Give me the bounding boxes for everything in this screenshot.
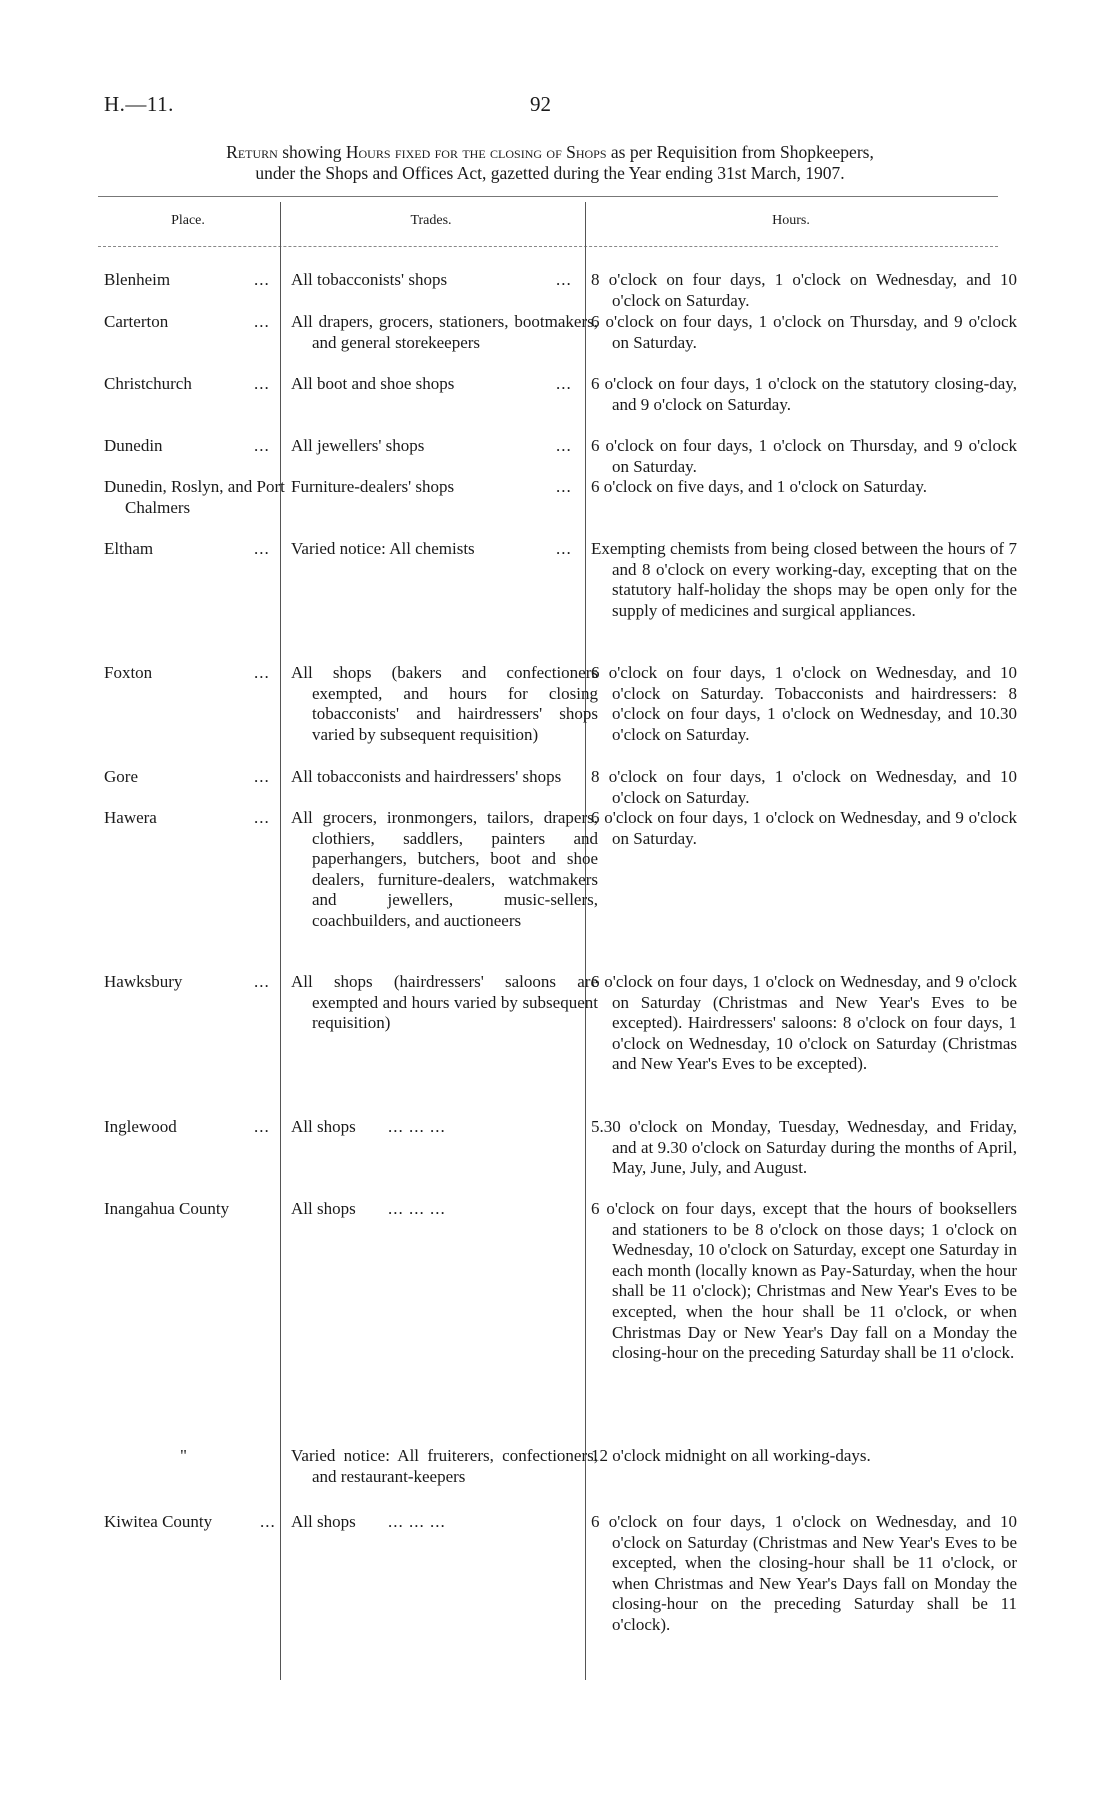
trades-cell: Varied notice: All chemists xyxy=(291,539,475,558)
trades-cell: All shops (bakers and confectioners exempted, and hours for closing tobacconists' and hairdressers' shops varied by subsequent requisition) xyxy=(291,663,598,744)
trades-cell: All tobacconists' shops xyxy=(291,270,448,289)
place-cell: Hawera xyxy=(104,808,157,827)
trades-cell: All tobacconists and hairdressers' shops xyxy=(291,767,562,786)
place-cell: Carterton xyxy=(104,312,169,331)
hours-cell: 6 o'clock on four days, 1 o'clock on Wednesday, and 10 o'clock on Saturday (Christmas and New Year's Eves to be excepted, when the closing-hour shall be 11 o'clock, or when Christmas and New Year's Days fall on Monday the closing-hour on the preceding Saturday shall be 11 o'clock). xyxy=(591,1512,1017,1634)
hours-cell: 6 o'clock on four days, 1 o'clock on Wednesday, and 9 o'clock on Saturday (Christmas and New Year's Eves to be excepted). Hairdressers' saloons: 8 o'clock on four days, 1 o'clock on Wednesday, 10 o'clock on Saturday (Christmas and New Year's Eves to be excepted). xyxy=(591,972,1017,1074)
column-header-trades: Trades. xyxy=(410,213,452,228)
column-divider-1 xyxy=(280,202,281,1680)
trades-cell: Varied notice: All fruiterers, confectioners, and restaurant-keepers xyxy=(291,1446,598,1486)
leader-dots: ... xyxy=(254,374,270,393)
trades-cell: All drapers, grocers, stationers, bootmakers, and general storekeepers xyxy=(291,312,598,352)
leader-dots: ... xyxy=(556,374,572,393)
leader-dots: ... xyxy=(254,808,270,827)
hours-cell: 8 o'clock on four days, 1 o'clock on Wednesday, and 10 o'clock on Saturday. xyxy=(591,767,1017,807)
leader-dots: ... xyxy=(254,270,270,289)
place-cell: Kiwitea County xyxy=(104,1512,213,1531)
page-number: 92 xyxy=(530,92,551,116)
place-cell: Inangahua County xyxy=(104,1199,230,1218)
hours-cell: 6 o'clock on four days, 1 o'clock on Thursday, and 9 o'clock on Saturday. xyxy=(591,436,1017,476)
table-title xyxy=(100,142,1000,184)
place-cell: Blenheim xyxy=(104,270,171,289)
place-cell: Gore xyxy=(104,767,138,786)
leader-dots: ... xyxy=(556,270,572,289)
leader-dots: ... xyxy=(556,477,572,496)
place-cell: Foxton xyxy=(104,663,153,682)
title-text: showing xyxy=(277,142,346,162)
place-cell: Dunedin, Roslyn, and Port Chalmers xyxy=(104,477,285,517)
leader-dots: ... xyxy=(254,663,270,682)
leader-dots: ... xyxy=(254,436,270,455)
hours-cell: 6 o'clock on five days, and 1 o'clock on Saturday. xyxy=(591,477,927,496)
title-emphasis: Hours fixed for the closing of Shops xyxy=(345,142,607,162)
top-rule xyxy=(98,196,998,197)
title-lead: Return xyxy=(226,142,278,162)
place-cell: Eltham xyxy=(104,539,154,558)
trades-cell: All shops xyxy=(291,1117,356,1136)
leader-dots: ... xyxy=(254,1117,270,1136)
leader-dots: ... ... ... xyxy=(388,1512,446,1531)
trades-cell: All shops xyxy=(291,1512,356,1531)
place-cell: Inglewood xyxy=(104,1117,177,1136)
hours-cell: 6 o'clock on four days, 1 o'clock on Wednesday, and 9 o'clock on Saturday. xyxy=(591,808,1017,848)
leader-dots: ... ... ... xyxy=(388,1117,446,1136)
column-header-hours: Hours. xyxy=(772,213,810,228)
leader-dots: ... ... ... xyxy=(388,1199,446,1218)
hours-cell: 12 o'clock midnight on all working-days. xyxy=(591,1446,871,1465)
hours-cell: 5.30 o'clock on Monday, Tuesday, Wednesday, and Friday, and at 9.30 o'clock on Saturday during the months of April, May, June, July, and August. xyxy=(591,1117,1017,1178)
title-text-tail: as per Requisition from Shopkeepers, xyxy=(606,142,874,162)
header-rule xyxy=(98,246,998,247)
leader-dots: ... xyxy=(254,767,270,786)
leader-dots: ... xyxy=(556,539,572,558)
leader-dots: ... xyxy=(254,312,270,331)
leader-dots: ... xyxy=(254,972,270,991)
ditto-mark: " xyxy=(180,1446,187,1465)
leader-dots: ... xyxy=(556,436,572,455)
leader-dots: ... xyxy=(254,539,270,558)
column-header-place: Place. xyxy=(171,213,205,228)
trades-cell: Furniture-dealers' shops xyxy=(291,477,455,496)
hours-cell: 8 o'clock on four days, 1 o'clock on Wednesday, and 10 o'clock on Saturday. xyxy=(591,270,1017,310)
leader-dots: ... xyxy=(260,1512,276,1531)
trades-cell: All jewellers' shops xyxy=(291,436,425,455)
trades-cell: All shops xyxy=(291,1199,356,1218)
title-line-2: under the Shops and Offices Act, gazetted during the Year ending 31st March, 1907. xyxy=(255,163,845,183)
hours-cell: Exempting chemists from being closed between the hours of 7 and 8 o'clock on every working-day, excepting that on the statutory half-holiday the shops may be open only for the supply of medicines and surgical appliances. xyxy=(591,539,1017,620)
place-cell: Hawksbury xyxy=(104,972,183,991)
hours-cell: 6 o'clock on four days, except that the hours of booksellers and stationers to be 8 o'clock on those days; 1 o'clock on Wednesday, 10 o'clock on Saturday, except one Saturday in each month (locally known as Pay-Saturday, when the hour shall be 11 o'clock); Christmas and New Year's Eves to be excepted, when the hour shall be 11 o'clock, or when Christmas Day or New Year's Day fall on a Monday the closing-hour on the preceding Saturday shall be 11 o'clock. xyxy=(591,1199,1017,1363)
hours-cell: 6 o'clock on four days, 1 o'clock on the statutory closing-day, and 9 o'clock on Saturday. xyxy=(591,374,1017,414)
place-cell: Christchurch xyxy=(104,374,192,393)
trades-cell: All grocers, ironmongers, tailors, drapers, clothiers, saddlers, painters and paperhangers, butchers, boot and shoe dealers, furniture-dealers, watchmakers and jewellers, music-sellers, coachbuilders, and auctioneers xyxy=(291,808,598,930)
place-cell: Dunedin xyxy=(104,436,163,455)
trades-cell: All boot and shoe shops xyxy=(291,374,455,393)
hours-cell: 6 o'clock on four days, 1 o'clock on Wednesday, and 10 o'clock on Saturday. Tobacconists and hairdressers: 8 o'clock on four days, 1 o'clock on Wednesday, and 10.30 o'clock on Saturday. xyxy=(591,663,1017,744)
document-reference: H.—11. xyxy=(104,92,174,116)
hours-cell: 6 o'clock on four days, 1 o'clock on Thursday, and 9 o'clock on Saturday. xyxy=(591,312,1017,352)
trades-cell: All shops (hairdressers' saloons are exempted and hours varied by subsequent requisition) xyxy=(291,972,598,1033)
